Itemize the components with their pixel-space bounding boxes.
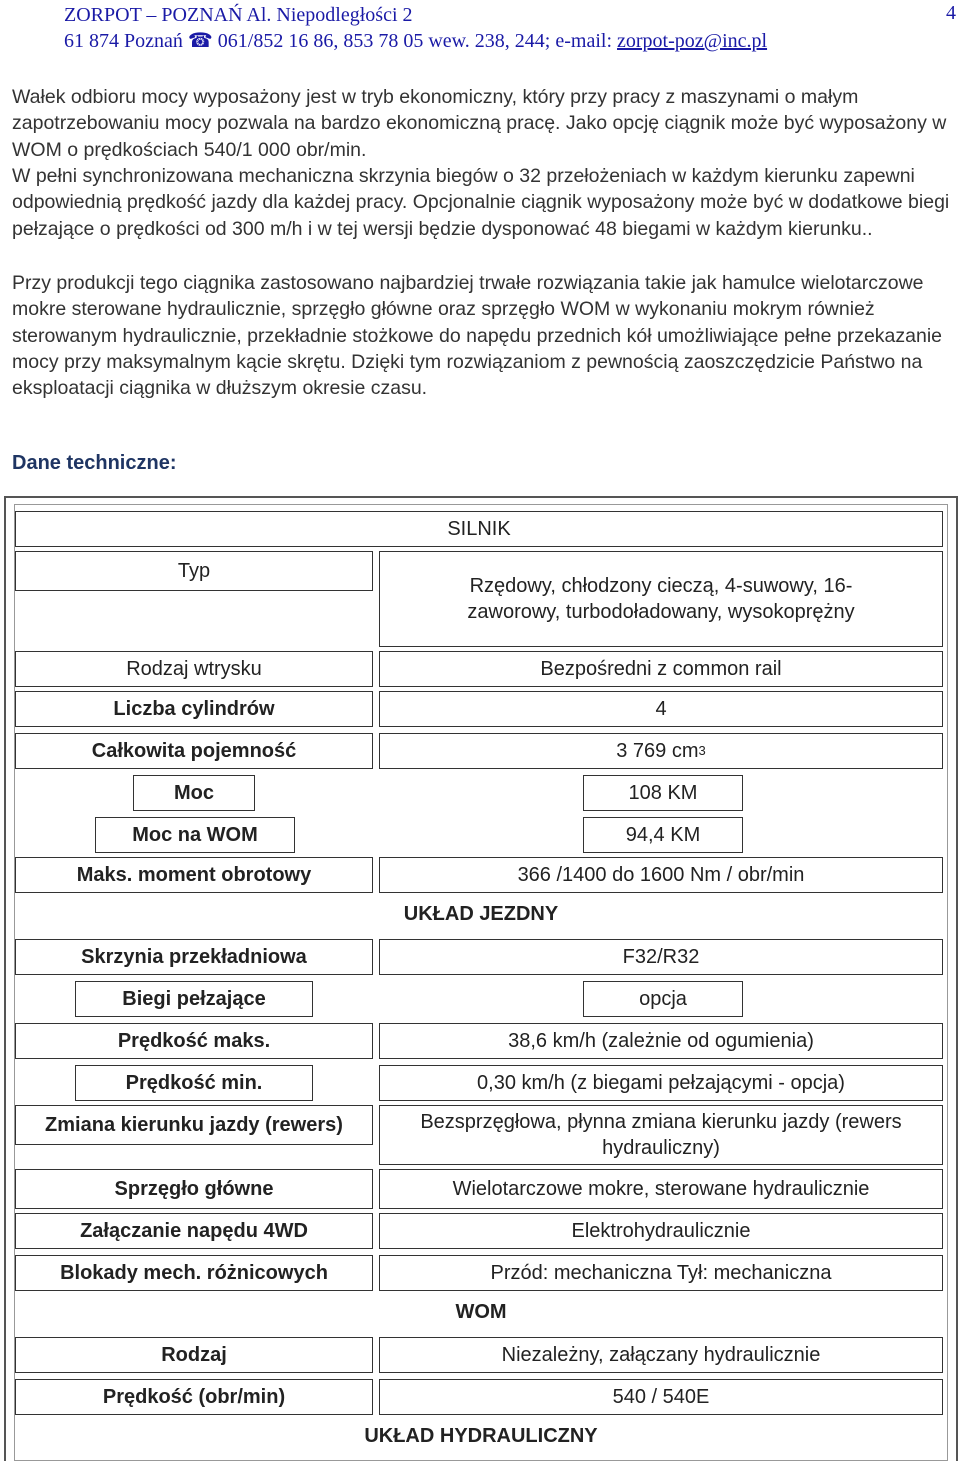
paragraph-gearbox: W pełni synchronizowana mechaniczna skrzynia biegów o 32 przełożeniach w każdym kierunku zapewni odpowiednią prędkość jazdy dla każdej pracy. Opcjonalnie ciągnik wyposażony może być w dodatkowe biegi pełzające o prędkości od 300 m/h i w tej wersji będzie dysponować 48 biegami w każdym kierunku.. bbox=[12, 165, 950, 240]
label-cylindry: Liczba cylindrów bbox=[15, 691, 373, 727]
section-title: Dane techniczne: bbox=[12, 452, 177, 474]
spec-table-frame bbox=[4, 496, 958, 1461]
label-sprzeglo: Sprzęgło główne bbox=[15, 1169, 373, 1209]
value-vmin: 0,30 km/h (z biegami pełzającymi - opcja) bbox=[379, 1065, 943, 1101]
pojemnosc-number: 3 769 cm bbox=[616, 740, 699, 762]
value-moment: 366 /1400 do 1600 Nm / obr/min bbox=[379, 857, 943, 893]
label-vmax: Prędkość maks. bbox=[15, 1023, 373, 1059]
label-moment: Maks. moment obrotowy bbox=[15, 857, 373, 893]
email-link[interactable]: zorpot-poz@inc.pl bbox=[617, 30, 768, 52]
label-rodzaj: Rodzaj bbox=[15, 1337, 373, 1373]
letterhead bbox=[64, 2, 767, 54]
label-biegi: Biegi pełzające bbox=[75, 981, 313, 1017]
page-number: 4 bbox=[946, 2, 956, 24]
paragraph-wom: Wałek odbioru mocy wyposażony jest w tryb ekonomiczny, który przy pracy z maszynami o małym zapotrzebowaniu mocy pozwala na bardzo ekonomiczną pracę. Jako opcję ciągnik może być wyposażony w WOM o prędkościach 540/1 000 obr/min. bbox=[12, 86, 947, 161]
section-uklad-hydrauliczny: UKŁAD HYDRAULICZNY bbox=[364, 1425, 598, 1447]
value-skrzynia: F32/R32 bbox=[379, 939, 943, 975]
value-wtrysk: Bezpośredni z common rail bbox=[379, 651, 943, 687]
label-vmin: Prędkość min. bbox=[75, 1065, 313, 1101]
section-uklad-jezdny: UKŁAD JEZDNY bbox=[403, 903, 559, 925]
value-moc: 108 KM bbox=[583, 775, 743, 811]
value-moc-wom: 94,4 KM bbox=[583, 817, 743, 853]
value-rewers: Bezsprzęgłowa, płynna zmiana kierunku jazdy (rewers hydrauliczny) bbox=[379, 1105, 943, 1165]
label-naped: Załączanie napędu 4WD bbox=[15, 1213, 373, 1249]
label-skrzynia: Skrzynia przekładniowa bbox=[15, 939, 373, 975]
label-blokady: Blokady mech. różnicowych bbox=[15, 1255, 373, 1291]
section-silnik: SILNIK bbox=[15, 511, 943, 547]
value-cylindry: 4 bbox=[379, 691, 943, 727]
label-moc-wom: Moc na WOM bbox=[95, 817, 295, 853]
value-pojemnosc bbox=[379, 733, 943, 769]
label-moc: Moc bbox=[133, 775, 255, 811]
value-sprzeglo: Wielotarczowe mokre, sterowane hydraulicznie bbox=[379, 1169, 943, 1209]
contact-phones: 61 874 Poznań ☎ 061/852 16 86, 853 78 05 wew. 238, 244; e-mail: bbox=[64, 30, 618, 52]
value-typ: Rzędowy, chłodzony cieczą, 4-suwowy, 16-zaworowy, turbodoładowany, wysokoprężny bbox=[379, 551, 943, 647]
pojemnosc-superscript: 3 bbox=[698, 743, 706, 758]
label-pojemnosc: Całkowita pojemność bbox=[15, 733, 373, 769]
section-wom: WOM bbox=[455, 1301, 507, 1323]
label-typ: Typ bbox=[15, 551, 373, 591]
paragraph-construction: Przy produkcji tego ciągnika zastosowano najbardziej trwałe rozwiązania takie jak hamulce wielotarczowe mokre sterowane hydraulicznie, sprzęgło główne oraz sprzęgło WOM w wykonaniu mokrym również sterowanym hydraulicznie, przekładnie stożkowe do napędu przednich kół umożliwiające pełne przekazanie mocy przy maksymalnym kącie skrętu. Dzięki tym rozwiązaniom z pewnością zaoszczędzicie Państwo na eksploatacji ciągnika w dłuższym okresie czasu. bbox=[12, 272, 943, 400]
label-wtrysk: Rodzaj wtrysku bbox=[15, 651, 373, 687]
contact-line bbox=[64, 28, 767, 54]
value-blokady: Przód: mechaniczna Tył: mechaniczna bbox=[379, 1255, 943, 1291]
value-rodzaj: Niezależny, załączany hydraulicznie bbox=[379, 1337, 943, 1373]
value-vmax: 38,6 km/h (zależnie od ogumienia) bbox=[379, 1023, 943, 1059]
value-predkosc-obr: 540 / 540E bbox=[379, 1379, 943, 1415]
value-biegi: opcja bbox=[583, 981, 743, 1017]
value-naped: Elektrohydraulicznie bbox=[379, 1213, 943, 1249]
label-rewers: Zmiana kierunku jazdy (rewers) bbox=[15, 1105, 373, 1145]
company-address: ZORPOT – POZNAŃ Al. Niepodległości 2 bbox=[64, 4, 413, 26]
label-predkosc-obr: Prędkość (obr/min) bbox=[15, 1379, 373, 1415]
spec-table bbox=[14, 504, 948, 1461]
